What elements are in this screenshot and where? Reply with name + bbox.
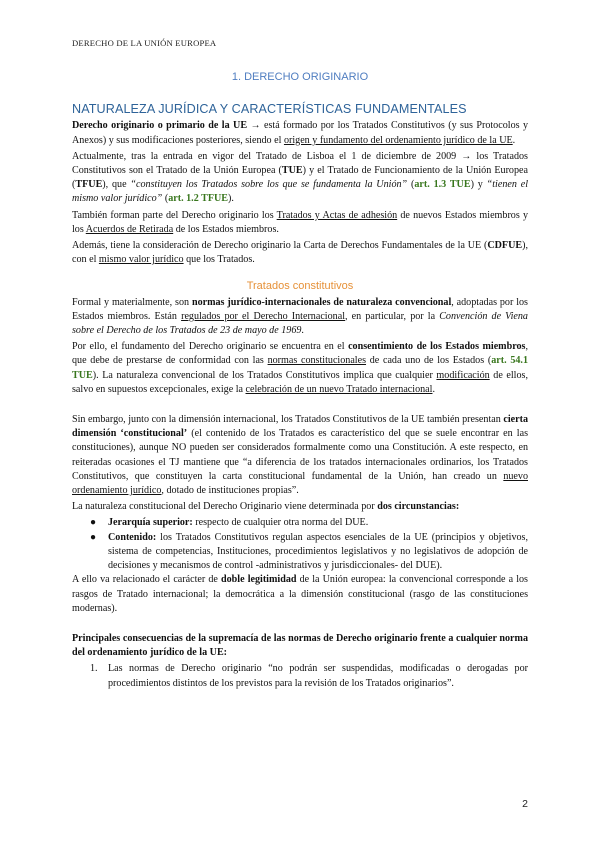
article-reference: art. 1.3 TUE: [414, 179, 471, 191]
paragraph-dimension: Sin embargo, junto con la dimensión internacional, los Tratados Constitutivos de la UE también presentan cierta dimensión ‘constitucional’ (el contenido de los Tratados es característico del que se suele encontrar en las constituciones), aunque NO pueden ser considerados formalmente como una Constitución. A este respecto, en reiteradas ocasiones el TJ mantiene que “a diferencia de los tratados internacionales ordinarios, los Tratados Constitutivos, que constituyen la carta constitucional fundamental de la Unión, han creado un nuevo ordenamiento jurídico, dotado de instituciones propias”.: [72, 414, 528, 497]
bullet-icon: ●: [90, 531, 97, 543]
list-number: 1.: [90, 663, 98, 675]
article-reference: art. 54.1 TUE: [72, 355, 528, 381]
blank-line: [72, 618, 528, 632]
paragraph-adhesion: También forman parte del Derecho originario los Tratados y Actas de adhesión de nuevos Estados miembros y los Acuerdos de Retirada de los Estados miembros.: [72, 209, 529, 235]
paragraph-lisboa: Actualmente, tras la entrada en vigor del Tratado de Lisboa el 1 de diciembre de 2009 → los Tratados Constitutivos son el Tratado de la Unión Europea (TUE) y el Tratado de Funcionamiento de la Unión Europea (TFUE), que “constituyen los Tratados sobre los que se fundamenta la Unión” (art. 1.3 TUE) y “tienen el mismo valor jurídico” (art. 1.2 TFUE).: [72, 150, 528, 205]
page-number: 2: [522, 798, 528, 810]
bullet-icon: ●: [90, 517, 97, 529]
list-item: ● Jerarquía superior: respecto de cualquier otra norma del DUE.: [72, 516, 528, 530]
numbered-list: [72, 662, 528, 690]
chapter-title: 1. DERECHO ORIGINARIO: [231, 71, 369, 83]
paragraph-consecuencias: Principales consecuencias de la supremacía de las normas de Derecho originario frente a cualquier norma del ordenamiento jurídico de la UE:: [72, 632, 528, 659]
term-derecho-originario: Derecho originario o primario de la UE: [72, 120, 248, 132]
paragraph-legitimidad: A ello va relacionado el carácter de doble legitimidad de la Unión europea: la convencional corresponde a los rasgos de Tratado internacional; la democrática a la dimensión constitucional (rasgo de las constituciones modernas).: [72, 574, 528, 614]
paragraph-definition: Derecho originario o primario de la UE → está formado por los Tratados Constitutivos (y sus Protocolos y Anexos) y sus modificaciones posteriores, siendo el origen y fundamento del ordenamiento jurídico de la UE.: [72, 120, 529, 146]
article-reference: art. 1.2 TFUE: [168, 193, 229, 205]
subsection-heading: Tratados constitutivos: [246, 280, 354, 293]
paragraph-circunstancias: La naturaleza constitucional del Derecho Originario viene determinada por dos circunstancias:: [72, 501, 460, 513]
section-heading: NATURALEZA JURÍDICA Y CARACTERÍSTICAS FUNDAMENTALES: [72, 102, 467, 117]
list-item: 1. Las normas de Derecho originario “no podrán ser suspendidas, modificadas o derogadas por procedimientos distintos de los previstos para la revisión de los Tratados originarios”.: [90, 663, 528, 689]
paragraph-fundamento: Por ello, el fundamento del Derecho originario se encuentra en el consentimiento de los Estados miembros, que debe de prestarse de conformidad con las normas constitucionales de cada uno de los Estados (art. 54.1 TUE). La naturaleza convencional de los Tratados Constitutivos implica que cualquier modificación de ellos, salvo en supuestos excepcionales, exige la celebración de un nuevo Tratado internacional.: [72, 341, 529, 395]
paragraph-cdfue: Además, tiene la consideración de Derecho originario la Carta de Derechos Fundamentales de la UE (CDFUE), con el mismo valor jurídico que los Tratados.: [72, 240, 528, 266]
page-body: [72, 70, 528, 691]
underlined-origen: origen y fundamento del ordenamiento jurídico de la UE: [283, 134, 513, 146]
running-header: DERECHO DE LA UNIÓN EUROPEA: [72, 38, 217, 48]
list-item: ● Contenido: los Tratados Constitutivos regulan aspectos esenciales de la UE (principios y objetivos, sistema de competencias, Instituciones, procedimientos legislativos y no legislativos de adopción de decisiones y mecanismos de control -administrativos y jurisdiccionales- del DUE).: [90, 531, 528, 572]
paragraph-formal: Formal y materialmente, son normas jurídico-internacionales de naturaleza convencional, adoptadas por los Estados miembros. Están regulados por el Derecho Internacional, en particular, por la Convención de Viena sobre el Derecho de los Tratados de 23 de mayo de 1969.: [72, 296, 528, 337]
bullet-list: [72, 516, 528, 573]
blank-line: [72, 399, 528, 413]
